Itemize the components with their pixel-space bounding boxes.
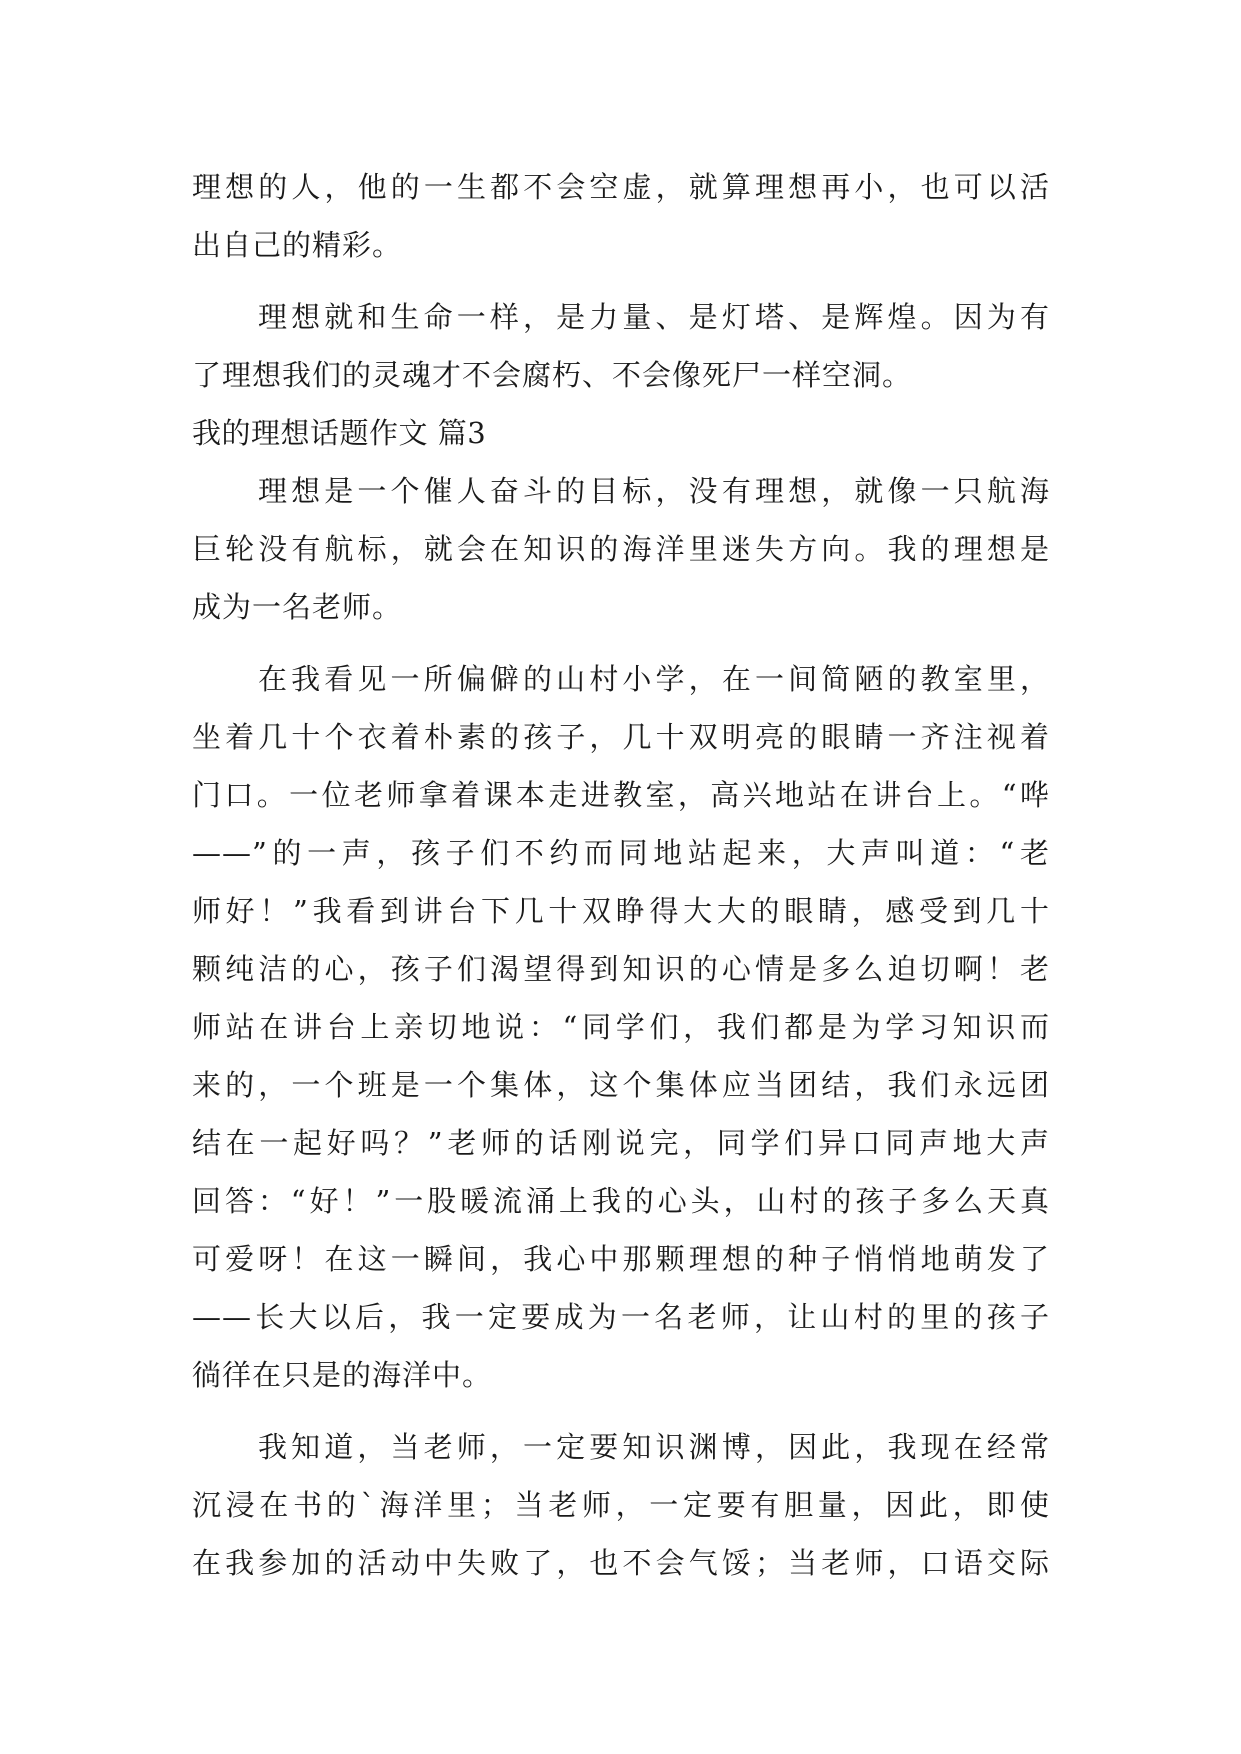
paragraph-line: 可爱呀！在这一瞬间，我心中那颗理想的种子悄悄地萌发了 [192,1242,1050,1276]
section-heading: 我的理想话题作文 篇3 [192,416,487,450]
paragraph-line: 坐着几十个衣着朴素的孩子，几十双明亮的眼睛一齐注视着 [192,720,1050,754]
paragraph-line: ——”的一声，孩子们不约而同地站起来，大声叫道：“老 [192,836,1050,870]
paragraph-line: 出自己的精彩。 [192,228,403,262]
paragraph-line: 在我参加的活动中失败了，也不会气馁；当老师，口语交际 [192,1546,1050,1580]
paragraph-line: 了理想我们的灵魂才不会腐朽、不会像死尸一样空洞。 [192,358,913,392]
paragraph-line: 成为一名老师。 [192,590,403,624]
paragraph-line: 来的，一个班是一个集体，这个集体应当团结，我们永远团 [192,1068,1050,1102]
paragraph-line: 颗纯洁的心，孩子们渴望得到知识的心情是多么迫切啊！老 [192,952,1050,986]
paragraph-line: 理想的人，他的一生都不会空虚，就算理想再小，也可以活 [192,170,1050,204]
paragraph-line: 理想是一个催人奋斗的目标，没有理想，就像一只航海 [258,474,1050,508]
paragraph-line: 沉浸在书的`海洋里；当老师，一定要有胆量，因此，即使 [192,1488,1050,1522]
paragraph-line: 门口。一位老师拿着课本走进教室，高兴地站在讲台上。“哗 [192,778,1050,812]
paragraph-line: 师好！”我看到讲台下几十双睁得大大的眼睛，感受到几十 [192,894,1050,928]
paragraph-line: 徜徉在只是的海洋中。 [192,1358,493,1392]
paragraph-line: ——长大以后，我一定要成为一名老师，让山村的里的孩子 [192,1300,1050,1334]
paragraph-line: 回答：“好！”一股暖流涌上我的心头，山村的孩子多么天真 [192,1184,1050,1218]
paragraph-line: 理想就和生命一样，是力量、是灯塔、是辉煌。因为有 [258,300,1050,334]
paragraph-line: 结在一起好吗？”老师的话刚说完，同学们异口同声地大声 [192,1126,1050,1160]
paragraph-line: 在我看见一所偏僻的山村小学，在一间简陋的教室里， [258,662,1050,696]
paragraph-line: 巨轮没有航标，就会在知识的海洋里迷失方向。我的理想是 [192,532,1050,566]
paragraph-line: 我知道，当老师，一定要知识渊博，因此，我现在经常 [258,1430,1050,1464]
paragraph-line: 师站在讲台上亲切地说：“同学们，我们都是为学习知识而 [192,1010,1050,1044]
document-body [192,158,1050,1592]
